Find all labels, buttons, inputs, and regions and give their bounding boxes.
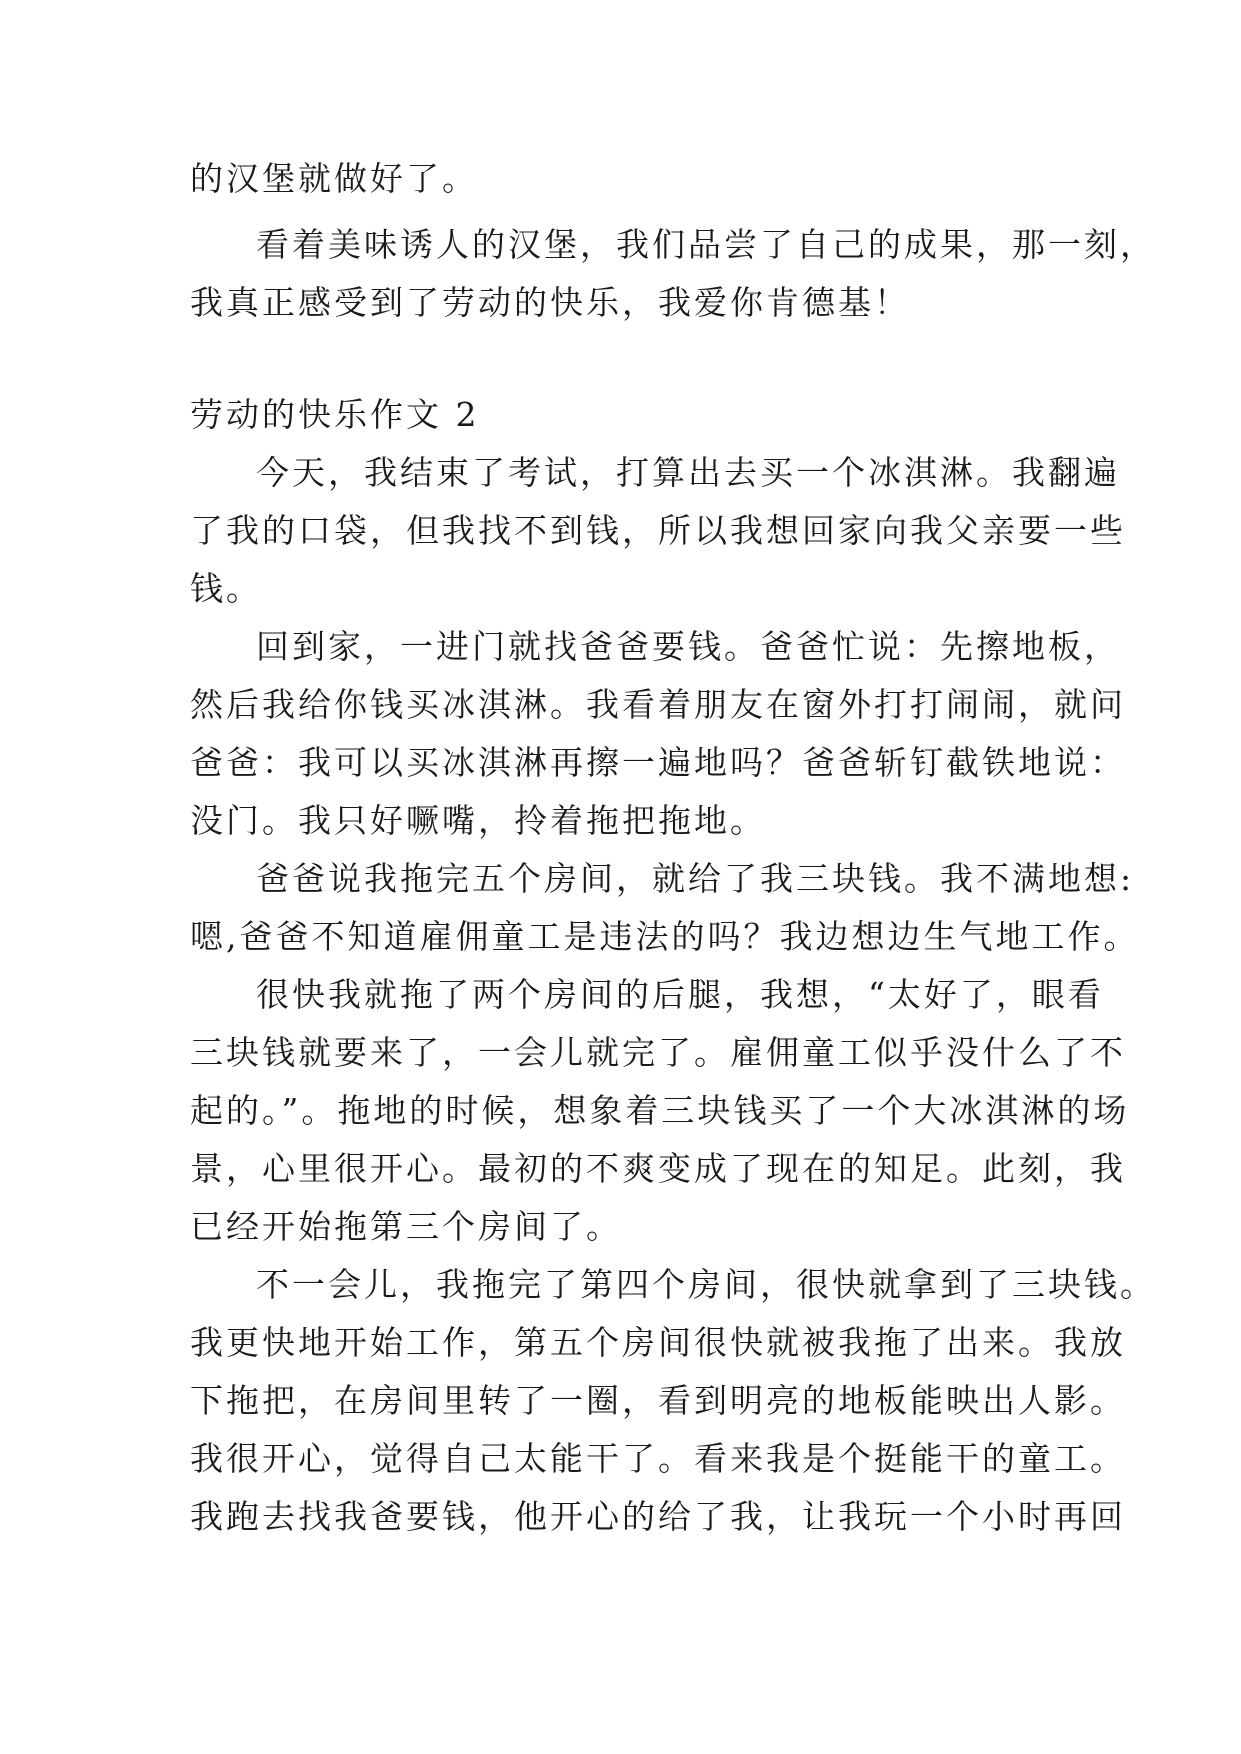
paragraph-line: 我跑去找我爸要钱，他开心的给了我，让我玩一个小时再回 <box>190 1497 1126 1536</box>
paragraph-line: 了我的口袋，但我找不到钱，所以我想回家向我父亲要一些 <box>190 511 1126 550</box>
paragraph-line: 钱。 <box>190 569 262 608</box>
paragraph-line: 爸爸说我拖完五个房间，就给了我三块钱。我不满地想: <box>256 859 1135 898</box>
paragraph-line: 然后我给你钱买冰淇淋。我看着朋友在窗外打打闹闹，就问 <box>190 685 1126 724</box>
paragraph-line: 看着美味诱人的汉堡，我们品尝了自己的成果，那一刻， <box>256 225 1156 264</box>
paragraph-line: 下拖把，在房间里转了一圈，看到明亮的地板能映出人影。 <box>190 1381 1126 1420</box>
paragraph-line: 很快我就拖了两个房间的后腿，我想，“太好了，眼看 <box>256 975 1104 1014</box>
paragraph-line: 的汉堡就做好了。 <box>190 159 478 198</box>
paragraph-line: 爸爸：我可以买冰淇淋再擦一遍地吗？爸爸斩钉截铁地说： <box>190 743 1126 782</box>
paragraph-line: 我很开心，觉得自己太能干了。看来我是个挺能干的童工。 <box>190 1439 1126 1478</box>
paragraph-line: 已经开始拖第三个房间了。 <box>190 1207 622 1246</box>
paragraph-line: 今天，我结束了考试，打算出去买一个冰淇淋。我翻遍 <box>256 453 1120 492</box>
paragraph-line: 没门。我只好噘嘴，拎着拖把拖地。 <box>190 801 766 840</box>
paragraph-line: 回到家，一进门就找爸爸要钱。爸爸忙说：先擦地板， <box>256 627 1120 666</box>
paragraph-line: 起的。”。拖地的时候，想象着三块钱买了一个大冰淇淋的场 <box>190 1091 1130 1130</box>
paragraph-line: 三块钱就要来了，一会儿就完了。雇佣童工似乎没什么了不 <box>190 1033 1126 1072</box>
paragraph-line: 我更快地开始工作，第五个房间很快就被我拖了出来。我放 <box>190 1323 1126 1362</box>
paragraph-line: 我真正感受到了劳动的快乐，我爱你肯德基！ <box>190 283 910 322</box>
paragraph-line: 景，心里很开心。最初的不爽变成了现在的知足。此刻，我 <box>190 1149 1126 1188</box>
paragraph-line: 嗯,爸爸不知道雇佣童工是违法的吗？我边想边生气地工作。 <box>190 917 1140 956</box>
section-heading: 劳动的快乐作文 2 <box>190 395 480 434</box>
paragraph-line: 不一会儿，我拖完了第四个房间，很快就拿到了三块钱。 <box>256 1265 1156 1304</box>
